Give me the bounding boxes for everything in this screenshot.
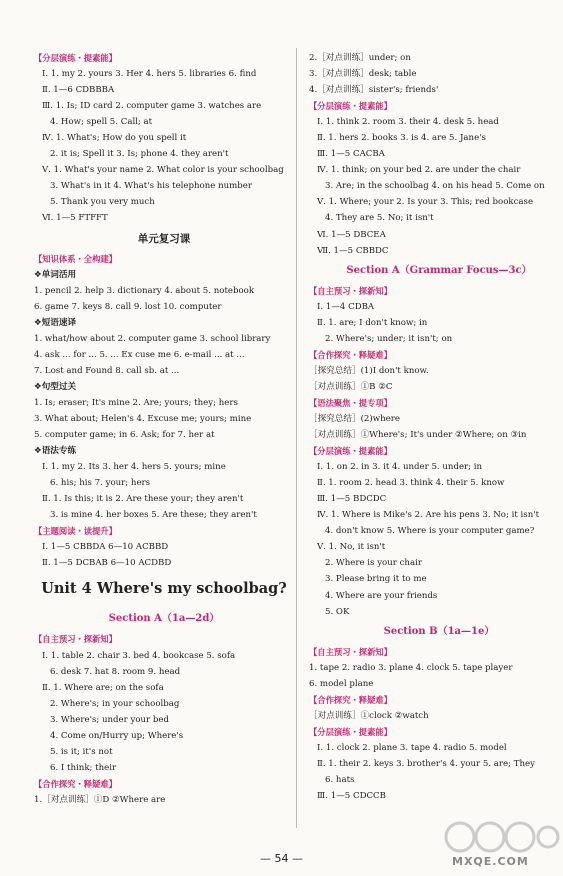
section-tag: 【合作探究・释疑难】 xyxy=(34,778,117,789)
answer-line: Ⅲ. 1—5 BDCDC xyxy=(317,494,387,505)
answer-line: 3.［对点训练］desk; table xyxy=(309,69,417,80)
column-divider xyxy=(296,48,297,828)
answer-line: Ⅰ. 1. table 2. chair 3. bed 4. bookcase 5. sofa xyxy=(42,650,236,661)
section-title: Section A（1a—2d） xyxy=(108,613,220,625)
answer-line: Ⅱ. 1. hers 2. books 3. is 4. are 5. Jane's xyxy=(317,133,486,144)
section-tag: 【自主预习・探新知】 xyxy=(309,646,392,657)
answer-line: 3. is mine 4. her boxes 5. Are these; they aren't xyxy=(50,510,257,521)
answer-line: Ⅲ. 1—5 CDCCB xyxy=(317,791,386,802)
answer-line: 2. it is; Spell it 3. Is; phone 4. they aren't xyxy=(50,149,229,160)
answer-line: 6. model plane xyxy=(309,678,374,689)
answer-line: 4. Come on/Hurry up; Where's xyxy=(50,730,184,741)
answer-line: 3. What's in it 4. What's his telephone number xyxy=(50,181,252,192)
subsection-heading: ❖句型过关 xyxy=(34,381,77,392)
section-title: Section A（Grammar Focus—3c） xyxy=(346,264,532,276)
answer-line: 1. what/how about 2. computer game 3. school library xyxy=(34,333,271,344)
answer-line: 2. Where's; under; it isn't; on xyxy=(325,333,453,344)
answer-line: Ⅰ. 1. my 2. yours 3. Her 4. hers 5. libraries 6. find xyxy=(42,69,257,80)
answer-line: 2. Where's; in your schoolbag xyxy=(50,698,180,709)
section-tag: 【合作探究・释疑难】 xyxy=(309,694,392,705)
answer-line: Ⅰ. 1. on 2. in 3. it 4. under 5. under; in xyxy=(317,462,483,473)
section-title: Section B（1a—1e） xyxy=(383,625,495,637)
answer-line: 6. desk 7. hat 8. room 9. head xyxy=(50,666,181,677)
section-tag: 【分层演练・提素能】 xyxy=(34,53,117,63)
answer-line: 3. Please bring it to me xyxy=(325,574,427,585)
section-tag: 【自主预习・探新知】 xyxy=(309,285,392,296)
answer-line: Ⅳ. 1. Where is Mike's 2. Are his pens 3. No; it isn't xyxy=(317,510,540,521)
answer-line: 3. What about; Helen's 4. Excuse me; yours; mine xyxy=(34,413,252,424)
answer-line: ［探究总结］(1)I don't know. xyxy=(309,365,429,376)
answer-line: Ⅴ. 1. No, it isn't xyxy=(317,542,386,553)
answer-line: 5. computer game; in 6. Ask; for 7. her at xyxy=(34,430,215,441)
subsection-heading: ❖单词活用 xyxy=(34,269,77,280)
answer-line: 4. They are 5. No; it isn't xyxy=(325,213,434,224)
answer-line: 1. Is; eraser; It's mine 2. Are; yours; they; hers xyxy=(34,397,238,408)
answer-line: 1. pencil 2. help 3. dictionary 4. about 5. notebook xyxy=(34,285,255,296)
answer-line: 5. Thank you very much xyxy=(50,197,155,208)
answer-line: Ⅳ. 1. What's; How do you spell it xyxy=(42,133,187,144)
answer-line: ［对点训练］①Where's; It's under ②Where; on ③in xyxy=(309,430,527,441)
page-number: — 54 — xyxy=(260,852,303,865)
answer-line: 6. hats xyxy=(325,774,355,785)
answer-line: Ⅰ. 1. think 2. room 3. their 4. desk 5. head xyxy=(317,117,499,128)
answer-line: Ⅱ. 1. Where are; on the sofa xyxy=(42,682,164,693)
answer-line: 4. How; spell 5. Call; at xyxy=(50,117,153,128)
section-tag: 【分层演练・提素能】 xyxy=(309,446,392,457)
subsection-heading: ❖语法专练 xyxy=(34,446,77,457)
answer-line: Ⅶ. 1—5 CBBDC xyxy=(317,245,389,256)
answer-line: 4.［对点训练］sister's; friends' xyxy=(309,85,439,96)
answer-line: Ⅲ. 1. Is; ID card 2. computer game 3. watches are xyxy=(42,101,262,112)
answer-line: Ⅱ. 1. are; I don't know; in xyxy=(317,317,428,328)
answer-line: 6. game 7. keys 8. call 9. lost 10. computer xyxy=(34,301,222,312)
section-tag: 【知识体系・全构建】 xyxy=(34,253,117,264)
answer-line: 2. Where is your chair xyxy=(325,558,422,569)
section-tag: 【主题阅读・读提升】 xyxy=(34,526,117,537)
answer-line: Ⅰ. 1—5 CBBDA 6—10 ACBBD xyxy=(42,542,169,553)
answer-line: Ⅱ. 1. Is this; it is 2. Are these your; they aren't xyxy=(42,494,244,505)
answer-line: Ⅱ. 1. their 2. keys 3. brother's 4. your 5. are; They xyxy=(317,758,535,769)
watermark-text: MXQE.COM xyxy=(452,855,529,868)
right-column xyxy=(309,50,563,804)
answer-line: Ⅳ. 1. think; on your bed 2. are under the chair xyxy=(317,165,521,176)
chapter-title: 单元复习课 xyxy=(137,232,191,245)
answer-line: 7. Lost and Found 8. call sb. at ... xyxy=(34,365,180,376)
answer-line: Ⅱ. 1. room 2. head 3. think 4. their 5. know xyxy=(317,478,505,489)
answer-line: 1.［对点训练］①D ②Where are xyxy=(34,794,166,805)
answer-line: 6. I think; their xyxy=(50,762,117,773)
answer-line: Ⅴ. 1. Where; your 2. Is your 3. This; red bookcase xyxy=(317,197,534,208)
answer-line: Ⅴ. 1. What's your name 2. What color is your schoolbag xyxy=(42,165,284,176)
answer-line: 5. OK xyxy=(325,606,350,617)
answer-line: Ⅱ. 1—5 DCBAB 6—10 ACDBD xyxy=(42,558,172,569)
answer-line: Ⅰ. 1—4 CDBA xyxy=(317,301,375,312)
answer-line: Ⅱ. 1—6 CDBBBA xyxy=(42,85,115,96)
answer-line: 4. ask ... for ... 5. ... Ex cuse me 6. e-mail ... at ... xyxy=(34,349,245,360)
answer-line: 1. tape 2. radio 3. plane 4. clock 5. tape player xyxy=(309,662,513,673)
answer-line: ［探究总结］(2)where xyxy=(309,413,400,424)
answer-line: 2.［对点训练］under; on xyxy=(309,53,411,63)
answer-line: Ⅰ. 1. my 2. Its 3. her 4. hers 5. yours; mine xyxy=(42,462,226,473)
left-column xyxy=(34,50,294,808)
answer-line: Ⅲ. 1—5 CACBA xyxy=(317,149,385,160)
answer-line: Ⅵ. 1—5 FTFFT xyxy=(42,213,108,224)
section-tag: 【自主预习・探新知】 xyxy=(34,634,117,645)
answer-line: ［对点训练］①B ②C xyxy=(309,381,393,392)
answer-line: 5. is it; it's not xyxy=(50,746,113,757)
answer-line: 6. his; his 7. your; hers xyxy=(50,478,151,489)
answer-line: 3. Where's; under your bed xyxy=(50,714,169,725)
answer-line: 4. don't know 5. Where is your computer game? xyxy=(325,526,535,537)
section-tag: 【分层演练・提素能】 xyxy=(309,726,392,737)
answer-line: Ⅵ. 1—5 DBCEA xyxy=(317,229,386,240)
subsection-heading: ❖短语速译 xyxy=(34,317,77,328)
section-tag: 【分层演练・提素能】 xyxy=(309,101,392,112)
section-tag: 【合作探究・释疑难】 xyxy=(309,349,392,360)
answer-line: 3. Are; in the schoolbag 4. on his head 5. Come on xyxy=(325,181,545,192)
section-tag: 【语法聚焦・提专项】 xyxy=(309,397,392,408)
answer-line: Ⅰ. 1. clock 2. plane 3. tape 4. radio 5. model xyxy=(317,742,507,753)
unit-title: Unit 4 Where's my schoolbag? xyxy=(41,580,287,598)
answer-line: ［对点训练］①clock ②watch xyxy=(309,710,429,721)
answer-line: 4. Where are your friends xyxy=(325,590,438,601)
